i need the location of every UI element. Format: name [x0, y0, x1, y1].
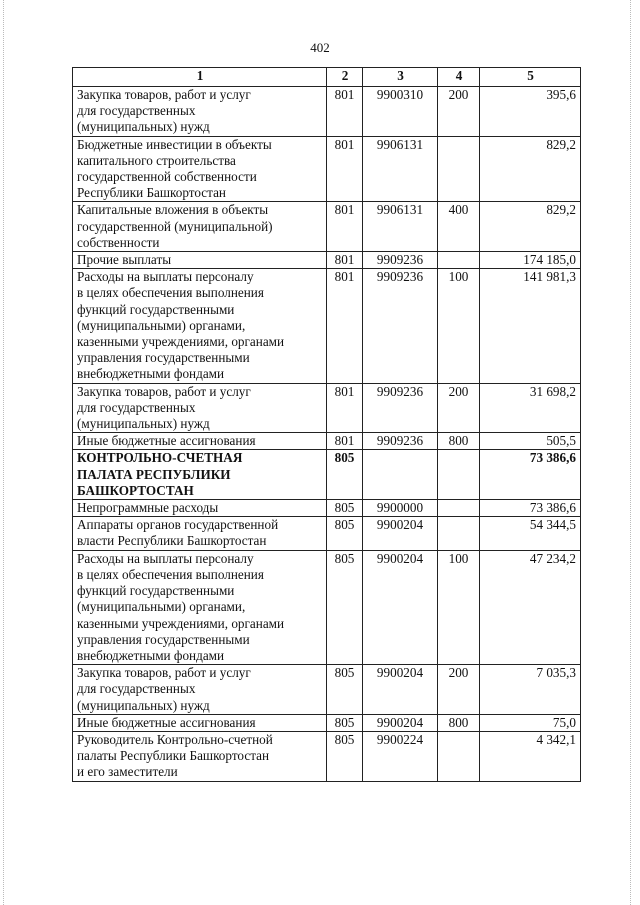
- row-amount-cell: 75,0: [480, 714, 581, 731]
- row-dept-code-cell: 805: [327, 550, 363, 664]
- row-name-cell: Аппараты органов государственной власти Республики Башкортостан: [73, 517, 327, 550]
- row-expense-type-cell: 200: [438, 665, 480, 715]
- row-name-cell: Руководитель Контрольно-счетной палаты Республики Башкортостан и его заместители: [73, 731, 327, 781]
- row-dept-code-cell: 801: [327, 252, 363, 269]
- row-expense-type-cell: [438, 252, 480, 269]
- table-row: [73, 665, 581, 715]
- header-col-4: 4: [438, 68, 480, 87]
- row-dept-code-cell: 805: [327, 450, 363, 500]
- header-col-5: 5: [480, 68, 581, 87]
- row-amount-cell: 31 698,2: [480, 383, 581, 433]
- row-target-article-cell: 9900204: [363, 665, 438, 715]
- row-target-article-cell: 9900224: [363, 731, 438, 781]
- table-row: [73, 136, 581, 202]
- row-target-article-cell: 9900204: [363, 517, 438, 550]
- row-target-article-cell: 9909236: [363, 383, 438, 433]
- row-dept-code-cell: 805: [327, 500, 363, 517]
- row-name-cell: Иные бюджетные ассигнования: [73, 714, 327, 731]
- table-row: [73, 433, 581, 450]
- row-amount-cell: 47 234,2: [480, 550, 581, 664]
- budget-table-container: [72, 67, 581, 782]
- row-target-article-cell: 9900000: [363, 500, 438, 517]
- row-name-cell: Бюджетные инвестиции в объекты капитального строительства государственной собственности Республики Башкортостан: [73, 136, 327, 202]
- row-amount-cell: 395,6: [480, 87, 581, 137]
- table-row: [73, 550, 581, 664]
- table-body: [73, 87, 581, 782]
- left-scan-edge: [3, 0, 5, 905]
- row-target-article-cell: 9906131: [363, 136, 438, 202]
- right-scan-edge: [630, 0, 632, 905]
- row-dept-code-cell: 801: [327, 383, 363, 433]
- row-dept-code-cell: 801: [327, 87, 363, 137]
- table-row: [73, 500, 581, 517]
- row-name-cell: Иные бюджетные ассигнования: [73, 433, 327, 450]
- row-amount-cell: 7 035,3: [480, 665, 581, 715]
- row-expense-type-cell: [438, 450, 480, 500]
- table-row: [73, 517, 581, 550]
- table-row: [73, 714, 581, 731]
- row-expense-type-cell: 100: [438, 550, 480, 664]
- row-expense-type-cell: 200: [438, 383, 480, 433]
- row-target-article-cell: 9906131: [363, 202, 438, 252]
- row-dept-code-cell: 801: [327, 202, 363, 252]
- row-expense-type-cell: [438, 500, 480, 517]
- row-expense-type-cell: 100: [438, 269, 480, 383]
- row-name-cell: Закупка товаров, работ и услуг для государственных (муниципальных) нужд: [73, 383, 327, 433]
- page-number: 402: [310, 40, 330, 55]
- table-row: [73, 252, 581, 269]
- row-amount-cell: 829,2: [480, 136, 581, 202]
- row-expense-type-cell: 400: [438, 202, 480, 252]
- row-name-cell: Капитальные вложения в объекты государственной (муниципальной) собственности: [73, 202, 327, 252]
- row-dept-code-cell: 801: [327, 433, 363, 450]
- row-target-article-cell: 9900204: [363, 714, 438, 731]
- row-amount-cell: 73 386,6: [480, 450, 581, 500]
- row-expense-type-cell: 800: [438, 714, 480, 731]
- row-dept-code-cell: 805: [327, 714, 363, 731]
- row-dept-code-cell: 805: [327, 517, 363, 550]
- header-col-2: 2: [327, 68, 363, 87]
- header-row: [73, 68, 581, 87]
- table-row: [73, 450, 581, 500]
- table-row: [73, 269, 581, 383]
- row-dept-code-cell: 805: [327, 731, 363, 781]
- table-row: [73, 87, 581, 137]
- row-amount-cell: 174 185,0: [480, 252, 581, 269]
- row-expense-type-cell: [438, 517, 480, 550]
- row-expense-type-cell: 800: [438, 433, 480, 450]
- row-dept-code-cell: 805: [327, 665, 363, 715]
- table-row: [73, 202, 581, 252]
- row-target-article-cell: [363, 450, 438, 500]
- row-dept-code-cell: 801: [327, 136, 363, 202]
- row-amount-cell: 829,2: [480, 202, 581, 252]
- header-col-1: 1: [73, 68, 327, 87]
- row-target-article-cell: 9909236: [363, 269, 438, 383]
- row-target-article-cell: 9900204: [363, 550, 438, 664]
- row-amount-cell: 54 344,5: [480, 517, 581, 550]
- table-row: [73, 383, 581, 433]
- row-expense-type-cell: [438, 136, 480, 202]
- table-header: [73, 68, 581, 87]
- row-name-cell: Расходы на выплаты персоналу в целях обеспечения выполнения функций государственными (муниципальными) органами, казенными учреждениями, органами управления государственными внебюджетными фондами: [73, 550, 327, 664]
- budget-table: [72, 67, 581, 782]
- row-target-article-cell: 9909236: [363, 252, 438, 269]
- row-target-article-cell: 9909236: [363, 433, 438, 450]
- row-name-cell: Закупка товаров, работ и услуг для государственных (муниципальных) нужд: [73, 665, 327, 715]
- row-dept-code-cell: 801: [327, 269, 363, 383]
- row-expense-type-cell: [438, 731, 480, 781]
- row-name-cell: Непрограммные расходы: [73, 500, 327, 517]
- row-name-cell: КОНТРОЛЬНО-СЧЕТНАЯ ПАЛАТА РЕСПУБЛИКИ БАШКОРТОСТАН: [73, 450, 327, 500]
- table-row: [73, 731, 581, 781]
- row-amount-cell: 505,5: [480, 433, 581, 450]
- row-amount-cell: 4 342,1: [480, 731, 581, 781]
- row-name-cell: Закупка товаров, работ и услуг для государственных (муниципальных) нужд: [73, 87, 327, 137]
- row-target-article-cell: 9900310: [363, 87, 438, 137]
- row-name-cell: Прочие выплаты: [73, 252, 327, 269]
- row-amount-cell: 141 981,3: [480, 269, 581, 383]
- row-amount-cell: 73 386,6: [480, 500, 581, 517]
- header-col-3: 3: [363, 68, 438, 87]
- row-expense-type-cell: 200: [438, 87, 480, 137]
- row-name-cell: Расходы на выплаты персоналу в целях обеспечения выполнения функций государственными (муниципальными) органами, казенными учреждениями, органами управления государственными внебюджетными фондами: [73, 269, 327, 383]
